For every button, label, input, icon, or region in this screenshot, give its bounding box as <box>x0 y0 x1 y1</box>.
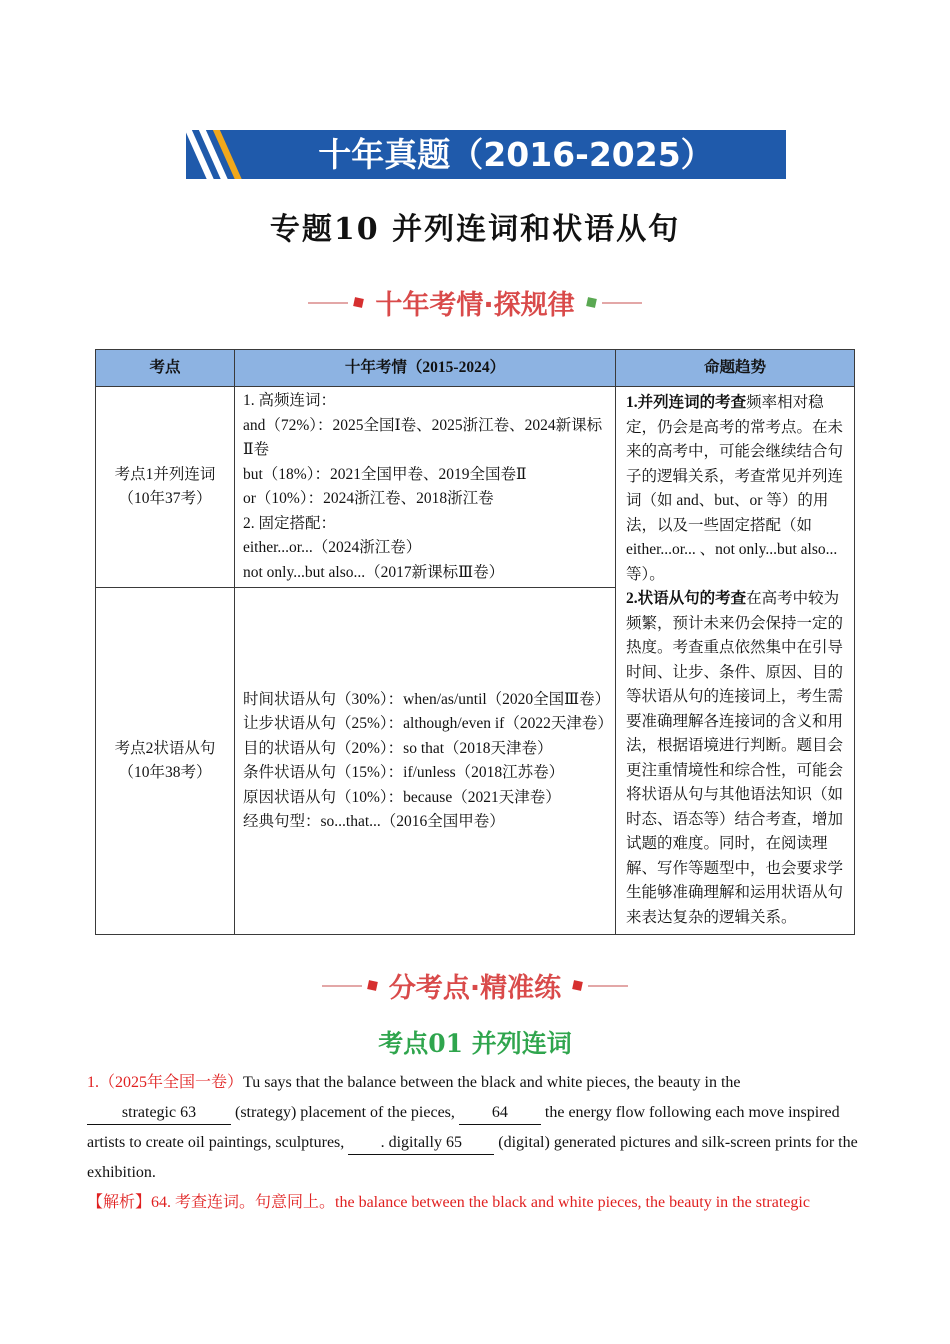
decor-square-icon <box>586 297 597 308</box>
trend-text: 频率相对稳定，仍会是高考的常考点。在未来的高考中，可能会继续结合句子的逻辑关系，考查常见并列连词（如 and、but、or 等）的用法，以及一些固定搭配（如 either...or... 、not only...but also... 等）。 <box>626 394 844 583</box>
trend-text: 在高考中较为频繁，预计未来仍会保持一定的热度。考查重点依然集中在引导时间、让步、条件、原因、目的等状语从句的连接词上，考生需要准确理解各连接词的含义和用法，根据语境进行判断。题目会更注重情境性和综合性，可能会将状语从句与其他语法知识（如时态、语态等）结合考查，增加试题的难度。同时，在阅读理解、写作等题型中，也会要求学生能够准确理解和运用状语从句来表达复杂的逻辑关系。 <box>626 590 844 926</box>
question-part: (digital) generated pictures and silk-screen prints for the exhibition. <box>87 1134 858 1181</box>
point-cell <box>96 387 235 588</box>
history-line: 原因状语从句（10%）：because（2021天津卷） <box>243 788 561 806</box>
header-trend: 命题趋势 <box>616 350 855 387</box>
trend-paragraph <box>626 587 844 930</box>
point-name: 考点2状语从句 <box>114 739 216 757</box>
decor-square-icon <box>367 980 378 991</box>
decor-line <box>308 302 348 304</box>
point-cell <box>96 588 235 935</box>
history-line: not only...but also...（2017新课标Ⅲ卷） <box>243 563 505 581</box>
history-line: 让步状语从句（25%）：although/even if（2022天津卷） <box>243 715 613 732</box>
decor-square-icon <box>354 297 365 308</box>
history-line: 1. 高频连词： <box>243 392 337 409</box>
answer-blank: 64 <box>459 1102 541 1125</box>
decor-line <box>602 302 642 304</box>
section-title: 分考点·精准练 <box>388 973 562 1004</box>
history-line: 条件状语从句（15%）：if/unless（2018江苏卷） <box>243 764 565 781</box>
header-point: 考点 <box>96 350 235 387</box>
history-line: or（10%）：2024浙江卷、2018浙江卷 <box>243 490 494 507</box>
history-line: 目的状语从句（20%）：so that（2018天津卷） <box>243 739 553 757</box>
table-row <box>96 387 855 588</box>
decor-line <box>322 985 362 987</box>
subject-title: 专题10 并列连词和状语从句 <box>269 212 681 247</box>
history-line: 经典句型：so...that...（2016全国甲卷） <box>243 813 505 830</box>
history-cell <box>235 387 616 588</box>
question-text <box>87 1068 867 1188</box>
history-cell <box>235 588 616 935</box>
analysis-text <box>87 1188 867 1218</box>
decor-line <box>588 985 628 987</box>
trend-heading: 2.状语从句的考查 <box>626 590 747 607</box>
question-source: 1.（2025年全国一卷） <box>87 1074 244 1091</box>
exam-trend-table <box>95 349 855 935</box>
point-name: 考点1并列连词 <box>114 465 216 483</box>
section-heading-trends <box>0 283 950 322</box>
trend-paragraph <box>626 391 844 587</box>
header-history: 十年考情（2015-2024） <box>235 350 616 387</box>
banner-title: 十年真题（2016-2025） <box>318 135 714 174</box>
history-line: either...or...（2024浙江卷） <box>243 539 422 556</box>
question-part: Tu says that the balance between the black and white pieces, the beauty in the <box>243 1074 741 1091</box>
answer-blank: . digitally 65 <box>348 1132 494 1155</box>
title-banner <box>186 130 786 179</box>
point-title: 考点01 并列连词 <box>378 1029 572 1058</box>
question-part: the energy flow following each move inspired artists to create oil paintings, sculptures, <box>87 1104 840 1151</box>
history-line: and（72%）：2025全国Ⅰ卷、2025浙江卷、2024新课标Ⅱ卷 <box>243 416 603 458</box>
history-line: 2. 固定搭配： <box>243 514 337 532</box>
table-header-row <box>96 350 855 387</box>
history-line: but（18%）：2021全国甲卷、2019全国卷Ⅱ <box>243 465 527 483</box>
analysis-label: 【解析】 <box>87 1194 152 1211</box>
answer-blank: strategic 63 <box>87 1102 231 1125</box>
trend-heading: 1.并列连词的考查 <box>626 394 747 411</box>
section-heading-practice <box>0 966 950 1005</box>
point-count: （10年37考） <box>118 490 212 507</box>
analysis-body: 64. 考查连词。句意同上。the balance between the black and white pieces, the beauty in the strategic <box>151 1194 810 1211</box>
decor-square-icon <box>572 980 583 991</box>
question-block <box>87 1068 867 1218</box>
history-line: 时间状语从句（30%）：when/as/until（2020全国Ⅲ卷） <box>243 690 611 708</box>
section-title: 十年考情·探规律 <box>375 290 575 321</box>
trend-cell <box>616 387 855 935</box>
question-part: (strategy) placement of the pieces, <box>231 1104 459 1121</box>
point-count: （10年38考） <box>118 764 212 781</box>
